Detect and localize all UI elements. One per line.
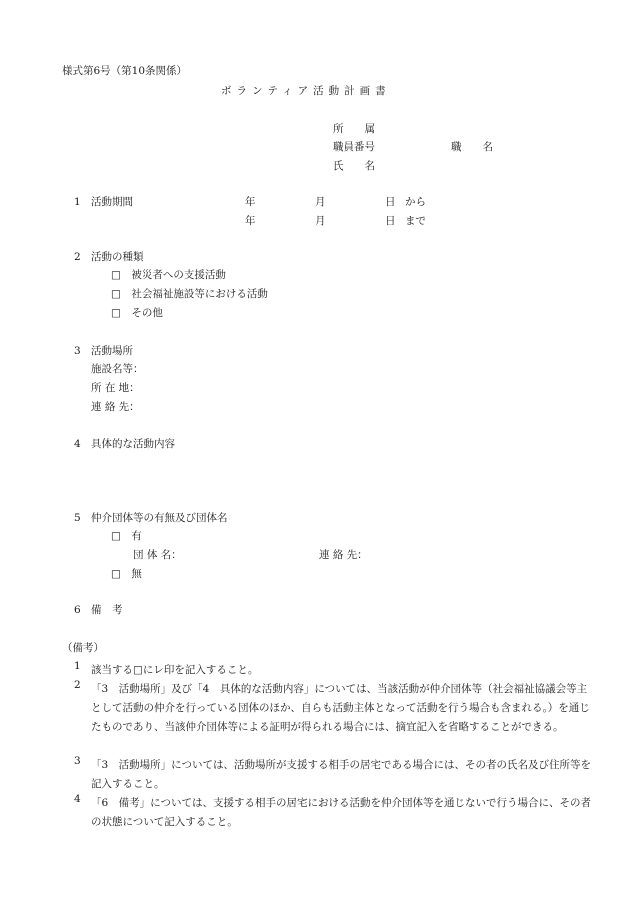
section-6-label: 備 考 bbox=[91, 604, 123, 616]
organization-name-label: 団 体 名： bbox=[133, 549, 182, 561]
note-4-text: 「6 備考」については、支援する相手の居宅における活動を仲介団体等を通じないで行う場合に、その者の状態について記入すること。 bbox=[91, 797, 591, 828]
period-start-year: 年 bbox=[245, 196, 256, 208]
section-1-number: 1 bbox=[74, 196, 81, 208]
period-end-year: 年 bbox=[245, 215, 256, 227]
section-6-number: 6 bbox=[74, 604, 81, 616]
section-5-label: 仲介団体等の有無及び団体名 bbox=[91, 512, 228, 524]
period-end-day: 日 bbox=[385, 215, 396, 227]
note-1-text: 該当する□にレ印を記入すること。 bbox=[91, 664, 259, 676]
notes-heading: （備考） bbox=[62, 642, 104, 654]
note-4-number: 4 bbox=[74, 793, 81, 805]
note-3-number: 3 bbox=[74, 755, 81, 767]
period-to: まで bbox=[405, 215, 426, 227]
section-4-number: 4 bbox=[74, 438, 81, 450]
section-4-label: 具体的な活動内容 bbox=[91, 438, 175, 450]
period-end-month: 月 bbox=[315, 215, 326, 227]
section-2-number: 2 bbox=[74, 251, 81, 263]
period-from: から bbox=[405, 196, 426, 208]
organization-contact-label: 連 絡 先： bbox=[319, 549, 368, 561]
section-3-number: 3 bbox=[74, 345, 81, 357]
activity-type-option-disaster[interactable]: □ 被災者への支援活動 bbox=[111, 269, 226, 281]
intermediary-yes-option[interactable]: □ 有 bbox=[111, 530, 142, 542]
period-start-month: 月 bbox=[315, 196, 326, 208]
contact-label: 連 絡 先： bbox=[91, 401, 140, 413]
section-2-label: 活動の種類 bbox=[91, 251, 144, 263]
affiliation-label: 所 属 bbox=[333, 123, 375, 135]
note-2-text: 「3 活動場所」及び「4 具体的な活動内容」については、当該活動が仲介団体等（社会福祉協議会等主として活動の仲介を行っている団体のほか、自らも活動主体となって活動を行う場合も含まれる。）を通じたものであり、当該仲介団体等による証明が得られる場合には、摘宜記入を省略することができる。 bbox=[91, 683, 590, 733]
staff-number-label: 職員番号 bbox=[333, 141, 375, 153]
section-3-label: 活動場所 bbox=[91, 345, 133, 357]
facility-name-label: 施設名等： bbox=[91, 363, 144, 375]
address-label: 所 在 地： bbox=[91, 382, 140, 394]
intermediary-no-option[interactable]: □ 無 bbox=[111, 568, 142, 580]
note-1-number: 1 bbox=[74, 660, 81, 672]
activity-type-option-welfare[interactable]: □ 社会福祉施設等における活動 bbox=[111, 288, 268, 300]
section-1-label: 活動期間 bbox=[91, 196, 133, 208]
note-2-number: 2 bbox=[74, 679, 81, 691]
period-start-day: 日 bbox=[385, 196, 396, 208]
form-id: 様式第6号（第10条関係） bbox=[62, 65, 188, 77]
name-label: 氏 名 bbox=[333, 160, 375, 172]
position-label: 職 名 bbox=[451, 141, 493, 153]
note-3-text: 「3 活動場所」については、活動場所が支援する相手の居宅である場合には、その者の氏名及び住所等を記入すること。 bbox=[91, 759, 591, 790]
section-5-number: 5 bbox=[74, 512, 81, 524]
activity-type-option-other[interactable]: □ その他 bbox=[111, 307, 163, 319]
document-title: ボランティア活動計画書 bbox=[221, 85, 391, 97]
